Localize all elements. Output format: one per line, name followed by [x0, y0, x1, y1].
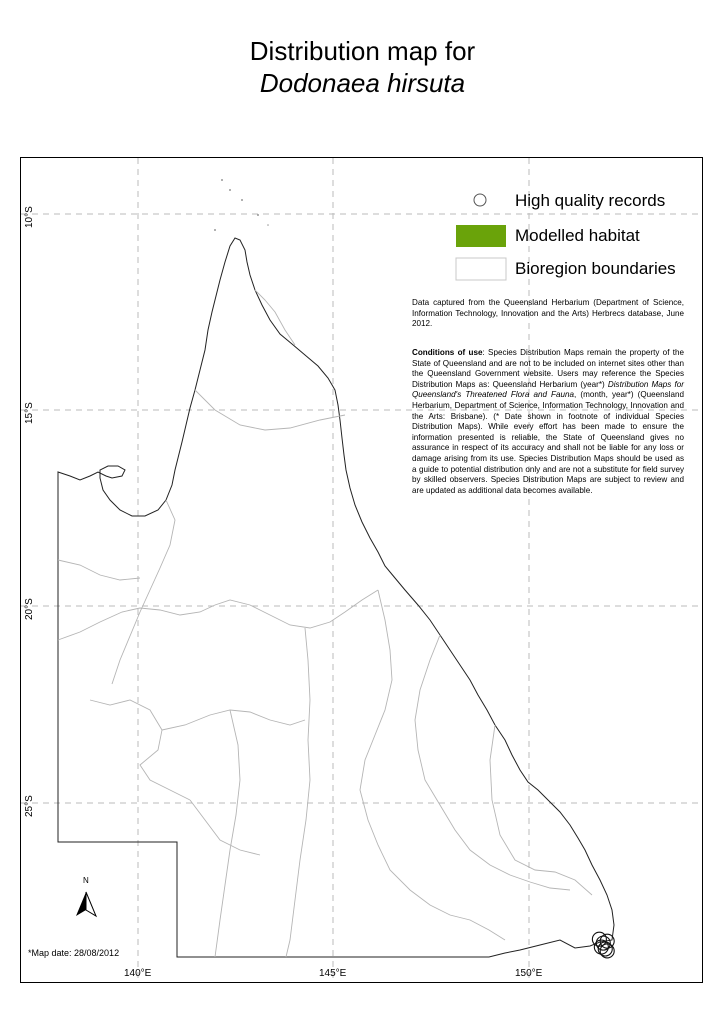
north-arrow-icon [76, 892, 96, 916]
legend-bioregion-label: Bioregion boundaries [515, 259, 676, 278]
lon-label-150: 150°E [515, 968, 543, 979]
conditions-heading: Conditions of use [412, 348, 483, 357]
conditions-text-2: , (month, year*) (Queensland Herbarium, Department of Science, Information Technology, Innovation and the Arts: Brisbane). (* Date shown in footnote of individual Species Distribution Maps). While every effort has been made to ensure the information presented is reliable, the State of Queensland gives no assurance in respect of its accuracy and shall not be liable for any loss or damage arising from its use. Species Distribution Maps should be used as a guide to potential distribution only and are not a substitute for field survey by skilled observers. Species Distribution Maps are subject to review and are updated as additional data becomes available. [412, 390, 684, 495]
queensland-outline [58, 238, 614, 957]
conditions-publication-title: Distribution Maps for Queensland's Threatened Flora and Fauna [412, 379, 684, 400]
data-source-note: Data captured from the Queensland Herbarium (Department of Science, Information Technology, Innovation and the Arts) Herbrecs database, June 2012. [412, 298, 684, 329]
legend-records-label: High quality records [515, 191, 666, 210]
legend-habitat-swatch [456, 225, 506, 247]
lon-label-145: 145°E [319, 968, 347, 979]
lat-label-25: 25°S [24, 795, 35, 817]
map-title: Distribution map for [249, 36, 476, 66]
conditions-text-1: : Species Distribution Maps remain the property of the State of Queensland and are not to be included on internet sites other than the Queensland Government website. Users may reference the Species Distribution Maps as: Queensland Herbarium (year*) [412, 348, 685, 389]
north-label: N [83, 876, 89, 885]
torres-strait-islands [214, 179, 269, 231]
lat-label-20: 20°S [24, 598, 35, 620]
legend-record-symbol [474, 194, 486, 206]
legend-bioregion-swatch [456, 258, 506, 280]
lat-label-15: 15°S [24, 402, 35, 424]
conditions-of-use [412, 348, 684, 496]
records-layer [592, 932, 614, 958]
lat-label-10: 10°S [24, 206, 35, 228]
species-name: Dodonaea hirsuta [259, 68, 466, 98]
legend-habitat-label: Modelled habitat [515, 226, 640, 245]
map-date: *Map date: 28/08/2012 [28, 948, 120, 958]
lon-label-140: 140°E [124, 968, 152, 979]
graticule [21, 158, 702, 982]
